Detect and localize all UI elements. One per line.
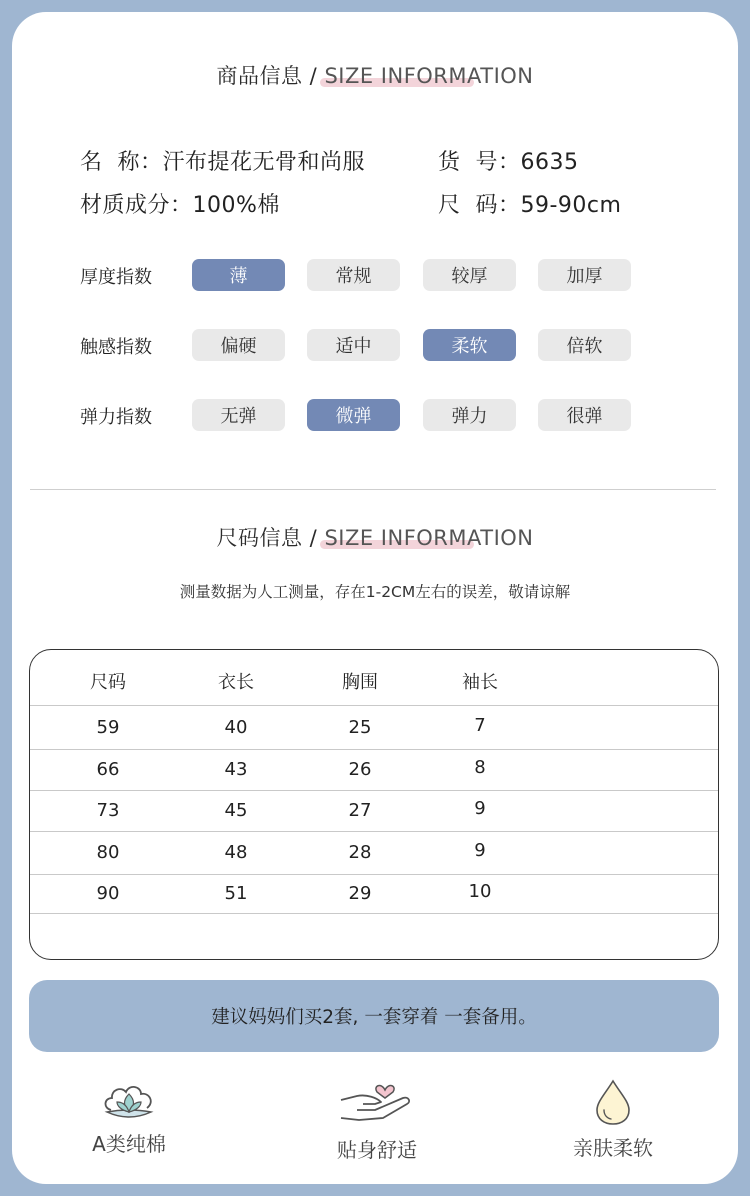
table-cell: 66 <box>96 759 120 780</box>
feature-label-soft: 亲肤柔软 <box>573 1136 653 1160</box>
table-cell: 51 <box>224 883 248 904</box>
table-row-divider <box>30 831 718 832</box>
size-range: 尺 码：59-90cm <box>438 193 622 218</box>
section-divider <box>30 489 716 490</box>
table-cell: 10 <box>468 881 492 902</box>
recommendation-banner: 建议妈妈们买2套, 一套穿着 一套备用。 <box>29 980 719 1052</box>
index-option-pill: 加厚 <box>538 259 631 291</box>
size-section-title: 尺码信息 / SIZE INFORMATION <box>216 526 534 550</box>
table-cell: 45 <box>224 800 248 821</box>
feature-soft <box>513 1078 713 1161</box>
index-option-pill: 常规 <box>307 259 400 291</box>
table-row-divider <box>30 705 718 706</box>
product-section-title: 商品信息 / SIZE INFORMATION <box>216 64 534 88</box>
table-cell: 40 <box>224 717 248 738</box>
table-cell: 27 <box>348 800 372 821</box>
index-label: 厚度指数 <box>80 267 152 288</box>
index-option-pill: 很弹 <box>538 399 631 431</box>
size-section-title-en: SIZE INFORMATION <box>324 526 534 550</box>
index-option-pill: 薄 <box>192 259 285 291</box>
table-row-divider <box>30 790 718 791</box>
table-cell: 59 <box>96 717 120 738</box>
table-cell: 29 <box>348 883 372 904</box>
table-header-cell: 袖长 <box>462 672 498 693</box>
table-cell: 9 <box>474 840 486 861</box>
table-cell: 7 <box>474 715 486 736</box>
table-row-divider <box>30 913 718 914</box>
index-option-pill: 弹力 <box>423 399 516 431</box>
index-label: 触感指数 <box>80 337 152 358</box>
product-name: 名 称：汗布提花无骨和尚服 <box>80 150 366 175</box>
table-row-divider <box>30 749 718 750</box>
material: 材质成分：100%棉 <box>80 193 280 218</box>
index-option-pill: 倍软 <box>538 329 631 361</box>
table-row-divider <box>30 874 718 875</box>
table-cell: 80 <box>96 842 120 863</box>
feature-comfort <box>277 1078 477 1163</box>
measurement-note: 测量数据为人工测量，存在1-2CM左右的误差，敬请谅解 <box>179 583 571 601</box>
table-cell: 90 <box>96 883 120 904</box>
table-header-cell: 胸围 <box>342 672 378 693</box>
table-header-cell: 尺码 <box>90 672 126 693</box>
table-header-cell: 衣长 <box>218 672 254 693</box>
table-cell: 28 <box>348 842 372 863</box>
index-option-pill: 柔软 <box>423 329 516 361</box>
table-cell: 8 <box>474 757 486 778</box>
index-option-pill: 偏硬 <box>192 329 285 361</box>
hand-heart-icon <box>337 1078 417 1128</box>
feature-cotton <box>29 1078 229 1157</box>
index-option-pill: 微弹 <box>307 399 400 431</box>
index-option-pill: 适中 <box>307 329 400 361</box>
table-cell: 73 <box>96 800 120 821</box>
table-cell: 26 <box>348 759 372 780</box>
index-option-pill: 较厚 <box>423 259 516 291</box>
table-cell: 25 <box>348 717 372 738</box>
table-cell: 9 <box>474 798 486 819</box>
cotton-icon <box>101 1078 157 1122</box>
size-table <box>29 649 719 960</box>
product-section-title-en: SIZE INFORMATION <box>324 64 534 88</box>
index-label: 弹力指数 <box>80 407 152 428</box>
item-number: 货 号：6635 <box>438 150 579 175</box>
feature-label-comfort: 贴身舒适 <box>337 1138 417 1162</box>
table-cell: 48 <box>224 842 248 863</box>
table-cell: 43 <box>224 759 248 780</box>
water-drop-icon <box>591 1078 635 1126</box>
feature-label-cotton: A类纯棉 <box>92 1132 166 1156</box>
index-option-pill: 无弹 <box>192 399 285 431</box>
